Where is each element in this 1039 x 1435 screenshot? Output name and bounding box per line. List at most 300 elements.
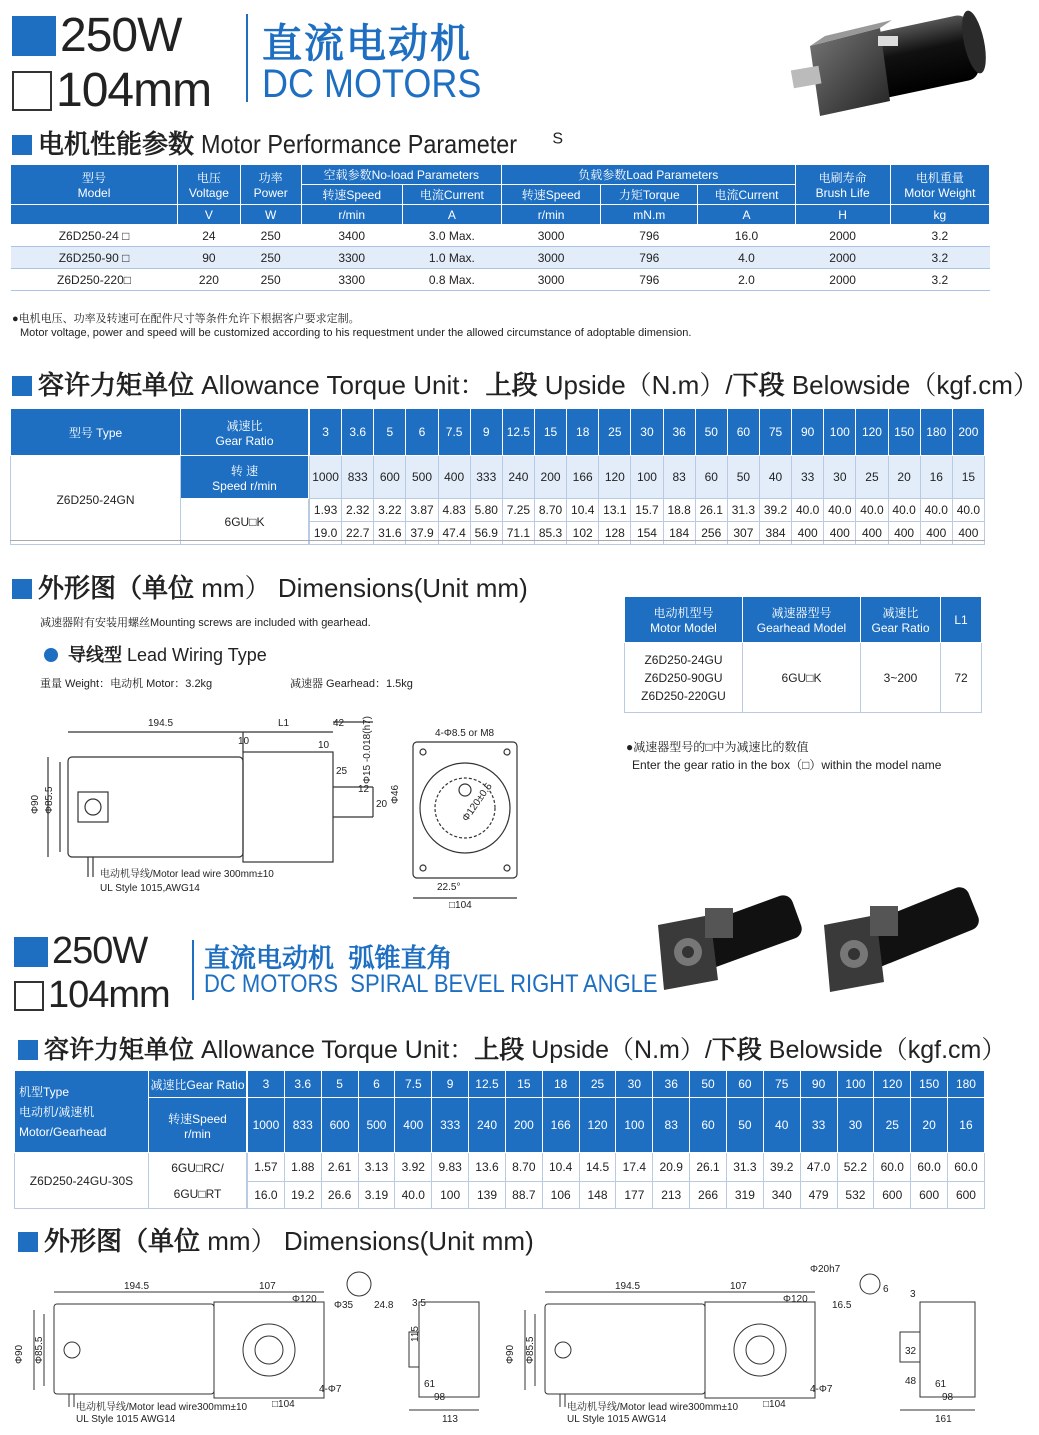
dim-label: 42 (333, 718, 345, 729)
speed-cells (247, 1098, 985, 1153)
dim-label: Φ120 (783, 1294, 808, 1305)
ratio-cell: 5 (373, 409, 405, 455)
torque-upper-cell: 14.5 (579, 1153, 616, 1181)
ratio-cell: 50 (689, 1071, 726, 1097)
torque2-title: 容许力矩单位 Allowance Torque Unit：上段 Upside（N.m）/下段 Belowside（kgf.cm） (18, 1030, 1006, 1066)
speed-cell: 16 (920, 456, 952, 498)
right-angle-motor-photo (650, 890, 990, 995)
section-square-icon (18, 1040, 38, 1060)
torque-upper-cell: 17.4 (615, 1153, 652, 1181)
torque-upper-cell: 9.83 (431, 1153, 468, 1181)
ratio-cell: 50 (695, 409, 727, 455)
ratio-cell: 3.6 (341, 409, 373, 455)
dim-label: 10 (238, 736, 250, 747)
wire-label: UL Style 1015,AWG14 (100, 883, 200, 894)
th-unit: H (795, 205, 890, 225)
torque-lower-cell: 213 (652, 1182, 689, 1208)
torque-lower-cell: 154 (630, 522, 662, 544)
ratio-cell: 25 (598, 409, 630, 455)
torque-lower-cell: 319 (726, 1182, 763, 1208)
torque-lower-cell: 71.1 (502, 522, 534, 544)
torque-upper-cell: 13.6 (468, 1153, 505, 1181)
torque-upper-cell: 8.70 (505, 1153, 542, 1181)
speed-cell: 500 (358, 1098, 395, 1152)
th-speed: 转速Speed r/min (149, 1098, 247, 1153)
speed-cell: 100 (615, 1098, 652, 1152)
dim2-title: 外形图（单位 mm） Dimensions(Unit mm) (18, 1221, 534, 1258)
weight-gear: 减速器 Gearhead：1.5kg (290, 678, 413, 690)
speed-cell: 400 (438, 456, 470, 498)
header2-size: 104mm (14, 974, 170, 1017)
torque-lower-cell: 177 (615, 1182, 652, 1208)
dim-label: 61 (935, 1379, 947, 1390)
speed-cell: 33 (791, 456, 823, 498)
th-voltage: 电压 Voltage (178, 165, 241, 205)
torque-upper-cell: 18.8 (663, 499, 695, 521)
torque-upper-cell: 3.87 (405, 499, 437, 521)
dim-label: Φ90 (14, 1344, 25, 1364)
section-divider (10, 540, 985, 541)
th-ratio: 减速比 Gear Ratio (181, 409, 309, 456)
speed-cell: 200 (534, 456, 566, 498)
torque-upper-cell: 40.0 (920, 499, 952, 521)
perf-note-en: Motor voltage, power and speed will be customized according to his requestment under the allowed circumstance of adoptable dimension. (20, 327, 692, 339)
speed-cell: 60 (689, 1098, 726, 1152)
torque-upper-cell: 60.0 (947, 1153, 984, 1181)
speed-cell: 1000 (247, 1098, 284, 1152)
table-row: Z6D250-24 □ 24 250 3400 3.0 Max. 3000 796 16.0 2000 3.2 (11, 225, 990, 247)
ratio-cell: 200 (952, 409, 984, 455)
ratio-cell: 6 (358, 1071, 395, 1097)
torque-lower-cell: 148 (579, 1182, 616, 1208)
ratio-cell: 7.5 (438, 409, 470, 455)
speed-cell: 20 (888, 456, 920, 498)
torque-upper-cell: 1.93 (309, 499, 341, 521)
speed-cell: 166 (542, 1098, 579, 1152)
ratio-cell: 120 (873, 1071, 910, 1097)
dim-label: 48 (905, 1376, 917, 1387)
table-row: Z6D250-220□ 220 250 3300 0.8 Max. 3000 796 2.0 2000 3.2 (11, 269, 990, 291)
th-unit: A (402, 205, 501, 225)
th-model: 型号 Model (11, 165, 178, 205)
speed-cell: 40 (763, 1098, 800, 1152)
speed-cell: 60 (695, 456, 727, 498)
speed-cell: 500 (405, 456, 437, 498)
gearhead-cell: 6GU□K (181, 499, 309, 545)
empty-square-icon (14, 981, 44, 1011)
torque-lower-cell: 400 (920, 522, 952, 544)
torque-lower-cell: 400 (855, 522, 887, 544)
ratio-cell: 6 (405, 409, 437, 455)
torque-upper-cell: 2.61 (321, 1153, 358, 1181)
perf-table (10, 164, 990, 291)
header-size: 104mm (12, 63, 211, 118)
ratio-cell: 36 (663, 409, 695, 455)
th-weight: 电机重量 Motor Weight (890, 165, 989, 205)
torque-upper-cell: 47.0 (800, 1153, 837, 1181)
filled-square-icon (12, 16, 56, 56)
torque-upper-cell: 60.0 (873, 1153, 910, 1181)
ratio-cell: 90 (800, 1071, 837, 1097)
torque-lower-cell: 256 (695, 522, 727, 544)
dim-label: 115 (410, 1326, 421, 1342)
torque-upper-cell: 26.1 (695, 499, 727, 521)
torque-lower-cell: 479 (800, 1182, 837, 1208)
th-load: 负载参数Load Parameters (501, 165, 795, 185)
header2-divider (192, 940, 194, 1000)
torque-upper-cell: 60.0 (910, 1153, 947, 1181)
dim-label: Φ85.5 (34, 1336, 45, 1364)
dim-label: 61 (424, 1379, 436, 1390)
speed-cell: 25 (855, 456, 887, 498)
dim-label: L1 (278, 718, 290, 729)
th-unit-blank (11, 205, 178, 225)
gear-note-cn: ●减速器型号的□中为减速比的数值 (626, 740, 809, 754)
ratio-cell: 3.6 (284, 1071, 321, 1097)
ratio-cells (309, 409, 985, 456)
header-divider (246, 14, 248, 102)
torque-upper-cell: 13.1 (598, 499, 630, 521)
speed-cell: 25 (873, 1098, 910, 1152)
speed-cell: 83 (663, 456, 695, 498)
ratio-cell: 18 (566, 409, 598, 455)
dim-label: 107 (730, 1281, 747, 1292)
dim-label: 25 (336, 766, 348, 777)
th-unit: A (698, 205, 795, 225)
ratio-cell: 3 (247, 1071, 284, 1097)
torque-lower-cell: 340 (763, 1182, 800, 1208)
ratio-cell: 180 (920, 409, 952, 455)
torque-lower-cell: 19.0 (309, 522, 341, 544)
motor-side-drawing (28, 712, 408, 897)
lower-cells (247, 1182, 985, 1209)
ratio-cell: 120 (855, 409, 887, 455)
torque-upper-cell: 20.9 (652, 1153, 689, 1181)
header2-en: DC MOTORS SPIRAL BEVEL RIGHT ANGLE (204, 970, 658, 998)
th-unit: r/min (301, 205, 402, 225)
torque-lower-cell: 26.6 (321, 1182, 358, 1208)
th-speed: 转 速 Speed r/min (181, 456, 309, 499)
dim-label: 4-Φ8.5 or M8 (435, 728, 495, 739)
th-unit: r/min (501, 205, 600, 225)
speed-cell: 33 (800, 1098, 837, 1152)
th-unit: V (178, 205, 241, 225)
speed-cell: 83 (652, 1098, 689, 1152)
torque-lower-cell: 184 (663, 522, 695, 544)
dim-label: Φ35 (334, 1300, 354, 1311)
speed-cell: 833 (284, 1098, 321, 1152)
th-power: 功率 Power (240, 165, 301, 205)
ratio-cell: 75 (759, 409, 791, 455)
th-type: 型号 Type (11, 409, 181, 456)
ratio-cell: 18 (542, 1071, 579, 1097)
torque-upper-cell: 40.0 (855, 499, 887, 521)
bullet-icon (44, 648, 58, 662)
torque-lower-cell: 400 (791, 522, 823, 544)
dim-label: 24.8 (374, 1300, 394, 1311)
speed-cell: 120 (598, 456, 630, 498)
th-motor-model: 电动机型号 Motor Model (625, 597, 743, 643)
th-load-torque: 力矩Torque (601, 185, 698, 205)
dim-label: 10 (318, 740, 330, 751)
speed-cell: 240 (502, 456, 534, 498)
motor-models: Z6D250-24GU Z6D250-90GU Z6D250-220GU (625, 643, 743, 713)
torque-lower-cell: 600 (873, 1182, 910, 1208)
speed-cell: 240 (468, 1098, 505, 1152)
ratio-cell: 90 (791, 409, 823, 455)
speed-cell: 333 (431, 1098, 468, 1152)
torque-lower-cell: 3.19 (358, 1182, 395, 1208)
wire-label: 电动机导线/Motor lead wire300mm±10 (76, 1402, 248, 1413)
dim-label: 107 (259, 1281, 276, 1292)
speed-cell: 333 (470, 456, 502, 498)
torque-upper-cell: 40.0 (823, 499, 855, 521)
torque-lower-cell: 88.7 (505, 1182, 542, 1208)
torque-lower-cell: 47.4 (438, 522, 470, 544)
speed-cell: 400 (394, 1098, 431, 1152)
dim-label: Φ85.5 (44, 786, 55, 814)
speed-cell: 30 (837, 1098, 874, 1152)
speed-cell: 166 (566, 456, 598, 498)
wire-label: UL Style 1015 AWG14 (76, 1414, 176, 1425)
th-unit: W (240, 205, 301, 225)
torque-upper-cell: 40.0 (791, 499, 823, 521)
dim-label: □104 (449, 900, 472, 911)
ratio-cell: 12.5 (502, 409, 534, 455)
th-noload: 空载参数No-load Parameters (301, 165, 501, 185)
ratio-cell: 3 (309, 409, 341, 455)
speed-cell: 200 (505, 1098, 542, 1152)
empty-square-icon (12, 71, 52, 111)
section-square-icon (12, 376, 32, 396)
dim-label: 3.5 (412, 1298, 426, 1309)
torque1-table (10, 408, 985, 545)
speed-cell: 120 (579, 1098, 616, 1152)
torque-lower-cell: 307 (727, 522, 759, 544)
torque-lower-cell: 85.3 (534, 522, 566, 544)
torque-lower-cell: 600 (910, 1182, 947, 1208)
torque2-table (14, 1070, 985, 1209)
dim-label: □104 (763, 1399, 786, 1410)
th-ratio: 减速比Gear Ratio (149, 1071, 247, 1098)
torque-lower-cell: 266 (689, 1182, 726, 1208)
ratio-cell: 9 (431, 1071, 468, 1097)
ratio-cells (247, 1071, 985, 1098)
gearhead-cell: 6GU□RC/ 6GU□RT (149, 1153, 247, 1209)
speed-cell: 1000 (309, 456, 341, 498)
ratio-cell: 25 (579, 1071, 616, 1097)
torque-lower-cell: 102 (566, 522, 598, 544)
torque-lower-cell: 400 (823, 522, 855, 544)
weight-motor: 重量 Weight：电动机 Motor：3.2kg (40, 678, 213, 690)
speed-cells (309, 456, 985, 499)
speed-cell: 833 (341, 456, 373, 498)
torque-upper-cell: 10.4 (542, 1153, 579, 1181)
dim-label: 98 (434, 1392, 446, 1403)
torque-upper-cell: 26.1 (689, 1153, 726, 1181)
torque-upper-cell: 39.2 (759, 499, 791, 521)
dim-label: 3 (910, 1289, 916, 1300)
wire-label: 电动机导线/Motor lead wire 300mm±10 (100, 869, 274, 880)
ratio-cell: 150 (888, 409, 920, 455)
right-angle-drawing-a (14, 1262, 494, 1427)
torque-upper-cell: 1.88 (284, 1153, 321, 1181)
torque-lower-cell: 40.0 (394, 1182, 431, 1208)
ratio-cell: 15 (505, 1071, 542, 1097)
torque-lower-cell: 100 (431, 1182, 468, 1208)
dim-label: 6 (883, 1284, 889, 1295)
torque-upper-cell: 5.80 (470, 499, 502, 521)
th-gearhead-model: 减速器型号 Gearhead Model (743, 597, 861, 643)
torque-lower-cell: 139 (468, 1182, 505, 1208)
dim-label: 16.5 (832, 1300, 852, 1311)
ratio-cell: 12.5 (468, 1071, 505, 1097)
th-load-current: 电流Current (698, 185, 795, 205)
ratio-cell: 100 (837, 1071, 874, 1097)
ratio-cell: 100 (823, 409, 855, 455)
ratio-cell: 30 (615, 1071, 652, 1097)
speed-cell: 600 (321, 1098, 358, 1152)
ratio-cell: 7.5 (394, 1071, 431, 1097)
wire-label: UL Style 1015 AWG14 (567, 1414, 667, 1425)
wire-label: 电动机导线/Motor lead wire300mm±10 (567, 1402, 739, 1413)
torque-lower-cell: 106 (542, 1182, 579, 1208)
dim-label: 12 (358, 784, 370, 795)
ratio-cell: 15 (534, 409, 566, 455)
screws-note: 减速器附有安装用螺丝Mounting screws are included with gearhead. (40, 617, 371, 629)
torque-upper-cell: 15.7 (630, 499, 662, 521)
dim-label: Φ120 (292, 1294, 317, 1305)
ratio-cell: 5 (321, 1071, 358, 1097)
gearhead-cell: 6GU□K (743, 643, 861, 713)
torque-lower-cell: 31.6 (373, 522, 405, 544)
dim-label: Φ120±0.5 (460, 781, 495, 824)
ratio-cell: 30 (630, 409, 662, 455)
dim-label: Φ85.5 (525, 1336, 536, 1364)
lower-cells (309, 522, 985, 545)
ratio-cell: 9 (470, 409, 502, 455)
speed-cell: 50 (726, 1098, 763, 1152)
l1-cell: 72 (941, 643, 982, 713)
ratio-cell: 36 (652, 1071, 689, 1097)
dim-label: 194.5 (124, 1281, 150, 1292)
dim-label: Φ90 (30, 794, 41, 814)
th-gear-ratio: 减速比 Gear Ratio (861, 597, 941, 643)
ratio-cell: 60 (727, 409, 759, 455)
torque-upper-cell: 3.13 (358, 1153, 395, 1181)
dim-label: 98 (942, 1392, 954, 1403)
dim-label: 4-Φ7 (319, 1384, 342, 1395)
motor-photo (790, 6, 990, 124)
header-power: 250W (12, 8, 181, 63)
dim-label: 4-Φ7 (810, 1384, 833, 1395)
dim-label: 161 (935, 1414, 952, 1425)
header-title-en: DC MOTORS (262, 62, 482, 106)
speed-cell: 20 (910, 1098, 947, 1152)
dim-label: 194.5 (615, 1281, 641, 1292)
torque-lower-cell: 16.0 (247, 1182, 284, 1208)
model-cell: Z6D250-24GN (11, 456, 181, 545)
speed-cell: 600 (373, 456, 405, 498)
th-type: 机型Type 电动机/减速机 Motor/Gearhead (15, 1071, 149, 1153)
torque-lower-cell: 384 (759, 522, 791, 544)
torque-lower-cell: 400 (952, 522, 984, 544)
torque-upper-cell: 3.92 (394, 1153, 431, 1181)
gear-front-drawing (405, 722, 525, 912)
torque-upper-cell: 39.2 (763, 1153, 800, 1181)
ratio-cell: 3~200 (861, 643, 941, 713)
dim-label: Φ46 (390, 784, 401, 804)
torque-upper-cell: 7.25 (502, 499, 534, 521)
th-load-speed: 转速Speed (501, 185, 600, 205)
speed-cell: 100 (630, 456, 662, 498)
th-brush: 电刷寿命 Brush Life (795, 165, 890, 205)
upper-cells (309, 499, 985, 522)
dim-label: Φ15 -0.018(h7) (362, 715, 373, 784)
gearhead-table (624, 596, 982, 713)
dim-label: □104 (272, 1399, 295, 1410)
torque-upper-cell: 10.4 (566, 499, 598, 521)
speed-cell: 16 (947, 1098, 984, 1152)
th-noload-current: 电流Current (402, 185, 501, 205)
torque-upper-cell: 8.70 (534, 499, 566, 521)
torque1-title: 容许力矩单位 Allowance Torque Unit：上段 Upside（N.m）/下段 Belowside（kgf.cm） (12, 365, 1039, 402)
speed-cell: 40 (759, 456, 791, 498)
dim-label: 194.5 (148, 718, 174, 729)
dim-label: Φ90 (505, 1344, 516, 1364)
right-angle-drawing-b (505, 1262, 985, 1427)
ratio-cell: 75 (763, 1071, 800, 1097)
table-row: Z6D250-90 □ 90 250 3300 1.0 Max. 3000 796 4.0 2000 3.2 (11, 247, 990, 269)
filled-square-icon (14, 937, 48, 967)
header2-cn: 直流电动机 弧锥直角 (204, 943, 453, 973)
dim-label: 20 (376, 799, 388, 810)
gear-note-en: Enter the gear ratio in the box（□）within the model name (632, 758, 942, 772)
section-square-icon (18, 1232, 38, 1252)
dim-label: 22.5° (437, 882, 461, 893)
torque-lower-cell: 400 (888, 522, 920, 544)
ratio-cell: 150 (910, 1071, 947, 1097)
speed-cell: 50 (727, 456, 759, 498)
torque-lower-cell: 37.9 (405, 522, 437, 544)
perf-title: 电机性能参数 Motor Performance Parameter $^S$ (12, 124, 563, 161)
section-square-icon (12, 579, 32, 599)
header2-power: 250W (14, 930, 147, 973)
upper-cells (247, 1153, 985, 1182)
torque-upper-cell: 3.22 (373, 499, 405, 521)
torque-lower-cell: 532 (837, 1182, 874, 1208)
model-cell: Z6D250-24GU-30S (15, 1153, 149, 1209)
torque-upper-cell: 4.83 (438, 499, 470, 521)
perf-note-cn: ●电机电压、功率及转速可在配件尺寸等条件允许下根据客户要求定制。 (12, 313, 360, 325)
torque-lower-cell: 22.7 (341, 522, 373, 544)
th-unit: mN.m (601, 205, 698, 225)
dim-label: 32 (905, 1346, 917, 1357)
th-noload-speed: 转速Speed (301, 185, 402, 205)
torque-upper-cell: 1.57 (247, 1153, 284, 1181)
torque-upper-cell: 31.3 (726, 1153, 763, 1181)
speed-cell: 30 (823, 456, 855, 498)
th-l1: L1 (941, 597, 982, 643)
torque-lower-cell: 56.9 (470, 522, 502, 544)
header-title-cn: 直流电动机 (262, 22, 472, 66)
torque-lower-cell: 600 (947, 1182, 984, 1208)
torque-upper-cell: 31.3 (727, 499, 759, 521)
dim-label: 113 (442, 1414, 458, 1425)
th-unit: kg (890, 205, 989, 225)
speed-cell: 15 (952, 456, 984, 498)
torque-lower-cell: 19.2 (284, 1182, 321, 1208)
